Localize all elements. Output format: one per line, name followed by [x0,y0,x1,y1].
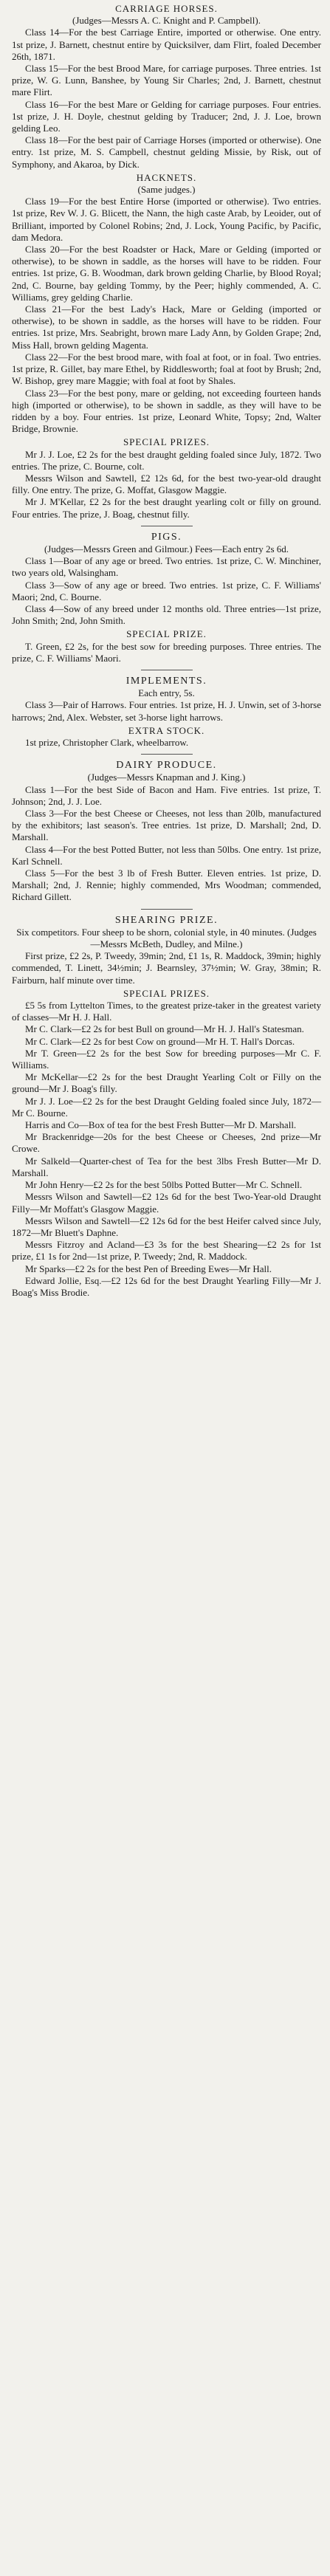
section-subheading: (Judges—Messrs Knapman and J. King.) [87,772,246,783]
section-subheading: Each entry, 5s. [138,687,195,699]
class-entry-paragraph: Class 3—Sow of any age or breed. Two entries. 1st prize, C. F. Williams' Maori; 2nd, C. Bourne. [12,579,321,602]
class-entry-paragraph: Mr McKellar—£2 2s for the best Draught Yearling Colt or Filly on the ground—Mr J. Boag's filly. [12,1071,321,1095]
class-entry-paragraph: Mr C. Clark—£2 2s for best Bull on ground—Mr H. J. Hall's Statesman. [25,1023,304,1035]
section-heading: EXTRA STOCK. [128,724,205,736]
class-entry-paragraph: Class 15—For the best Brood Mare, for carriage purposes. Three entries. 1st prize, W. G. Lunn, Banshee, by Young Sir Charles; 2nd, J. Barnett, chestnut mare Flirt. [12,63,321,98]
class-entry-paragraph: Class 5—For the best 3 lb of Fresh Butter. Eleven entries. 1st prize, D. Marshall; 2nd, J. Rennie; highly commended, Mrs Woodman; commended, Richard Gillett. [12,868,321,903]
section-heading: DAIRY PRODUCE. [116,760,217,772]
section-heading: SPECIAL PRIZES. [123,436,210,448]
section-heading: SPECIAL PRIZES. [123,987,210,999]
class-entry-paragraph: Mr Sparks—£2 2s for the best Pen of Breeding Ewes—Mr Hall. [25,1263,272,1274]
class-entry-paragraph: Class 23—For the best pony, mare or gelding, not exceeding fourteen hands high (imported or otherwise), to be shown in saddle, as they will have to be ridden by a boy. Four entries. 1st prize, Leonard White, Topsy; 2nd, Walter Bridge, Brownie. [12,387,321,435]
class-entry-paragraph: Mr Salkeld—Quarter-chest of Tea for the best 3lbs Fresh Butter—Mr D. Marshall. [12,1155,321,1178]
section-heading: SPECIAL PRIZE. [126,628,207,640]
class-entry-paragraph: Class 4—Sow of any breed under 12 months old. Three entries—1st prize, John Smith; 2nd, John Smith. [12,602,321,627]
class-entry-paragraph: Class 18—For the best pair of Carriage Horses (imported or otherwise). One entry. 1st prize, M. S. Campbell, chestnut gelding Missie, by Risk, out of Symphony, and Akaroa, by Dick. [12,134,321,170]
class-entry-paragraph: Class 21—For the best Lady's Hack, Mare or Gelding (imported or otherwise), to be shown in saddle, as the horses will have to be ridden. Four entries. 1st prize, Mrs. Seabright, brown mare Lady Ann, by Golden Grape; 2nd, Miss Hall, brown gelding Magenta. [12,303,321,351]
class-entry-paragraph: Class 1—Boar of any age or breed. Two entries. 1st prize, C. W. Minchiner, two years old, Walsingham. [12,555,321,579]
class-entry-paragraph: Class 3—Pair of Harrows. Four entries. 1st prize, H. J. Unwin, set of 3-horse harrows; 2nd, Alex. Webster, set 3-horse light harrows. [12,699,321,723]
class-entry-paragraph: Class 1—For the best Side of Bacon and Ham. Five entries. 1st prize, T. Johnson; 2nd, J. J. Loe. [12,783,321,807]
class-entry-paragraph: First prize, £2 2s, P. Tweedy, 39min; 2nd, £1 1s, R. Maddock, 39min; highly commended, T. Linett, 34½min; J. Bearnsley, 37½min; W. Gray, 38min; R. Fairburn, half minute over time. [12,950,321,986]
class-entry-paragraph: Edward Jollie, Esq.—£2 12s 6d for the best Draught Yearling Filly—Mr J. Boag's Miss Brodie. [12,1274,321,1298]
class-entry-paragraph: 1st prize, Christopher Clark, wheelbarrow. [25,736,189,748]
section-subheading: (Judges—Messrs A. C. Knight and P. Campbell). [72,15,261,27]
section-heading: HACKNETS. [136,171,197,183]
class-entry-paragraph: Mr C. Clark—£2 2s for best Cow on ground—Mr H. T. Hall's Dorcas. [25,1035,295,1047]
class-entry-paragraph: Mr T. Green—£2 2s for the best Sow for breeding purposes—Mr C. F. Williams. [12,1047,321,1071]
section-divider [141,909,193,910]
class-entry-paragraph: £5 5s from Lyttelton Times, to the greatest prize-taker in the greatest variety of classes—Mr H. J. Hall. [12,1000,321,1023]
class-entry-paragraph: Harris and Co—Box of tea for the best Fresh Butter—Mr D. Marshall. [25,1119,297,1131]
section-subheading: (Same judges.) [137,184,196,196]
class-entry-paragraph: T. Green, £2 2s, for the best sow for breeding purposes. Three entries. The prize, C. F. Williams' Maori. [12,640,321,664]
class-entry-paragraph: Messrs Wilson and Sawtell—£2 12s 6d for the best Heifer calved since July, 1872—Mr Bluett's Daphne. [12,1215,321,1238]
section-heading: PIGS. [151,531,182,543]
class-entry-paragraph: Messrs Wilson and Sawtell—£2 12s 6d for the best Two-Year-old Draught Filly—Mr Moffatt's Glasgow Maggie. [12,1191,321,1215]
class-entry-paragraph: Class 4—For the best Potted Butter, not less than 50lbs. One entry. 1st prize, Karl Schnell. [12,843,321,867]
class-entry-paragraph: Messrs Wilson and Sawtell, £2 12s 6d, for the best two-year-old draught filly. One entry. The prize, G. Moffat, Glasgow Maggie. [12,472,321,496]
section-subheading: (Judges—Messrs Green and Gilmour.) Fees—Each entry 2s 6d. [44,543,289,554]
class-entry-paragraph: Mr John Henry—£2 2s for the best 50lbs Potted Butter—Mr C. Schnell. [25,1179,303,1191]
section-heading: CARRIAGE HORSES. [115,3,218,14]
class-entry-paragraph: Class 19—For the best Entire Horse (imported or otherwise). Two entries. 1st prize, Rev W. J. G. Blicett, the Nann, the high caste Arab, by Leoider, out of Brilliant, imported by Colonel Robins; 2nd, J. Lock, Young Pacific, by Pacific, dam Medora. [12,196,321,243]
section-heading: IMPLEMENTS. [126,675,207,687]
class-entry-paragraph: Class 14—For the best Carriage Entire, imported or otherwise. One entry. 1st prize, J. Barnett, chestnut entire by Quicksilver, dam Flirt, foaled December 26th, 1871. [12,27,321,62]
class-entry-paragraph: Class 16—For the best Mare or Gelding for carriage purposes. Four entries. 1st prize, J. H. Doyle, chestnut gelding by Traducer; 2nd, J. J. Loe, brown gelding Leo. [12,98,321,134]
class-entry-paragraph: Mr J. J. Loe, £2 2s for the best draught gelding foaled since July, 1872. Two entries. The prize, C. Bourne, colt. [12,448,321,472]
class-entry-paragraph: Class 3—For the best Cheese or Cheeses, not less than 20lb, manufactured by the exhibitors; last season's. Tree entries. 1st prize, D. Marshall; 2nd, D. Marshall. [12,808,321,843]
section-heading: SHEARING PRIZE. [114,914,219,926]
class-entry-paragraph: Mr J. J. Loe—£2 2s for the best Draught Gelding foaled since July, 1872—Mr C. Bourne. [12,1095,321,1119]
class-entry-paragraph: Mr J. M'Kellar, £2 2s for the best draught yearling colt or filly on ground. Four entries. The prize, J. Boag, chestnut filly. [12,496,321,520]
class-entry-paragraph: Messrs Fitzroy and Acland—£3 3s for the best Shearing—£2 2s for 1st prize, £1 1s for 2nd—1st prize, P. Tweedy; 2nd, R. Maddock. [12,1239,321,1263]
class-entry-paragraph: Mr Brackenridge—20s for the best Cheese or Cheeses, 2nd prize—Mr Crowe. [12,1131,321,1155]
class-entry-paragraph: Class 20—For the best Roadster or Hack, Mare or Gelding (imported or otherwise), to be shown in saddle, as the horses will have to be ridden. Four entries. 1st prize, G. B. Woodman, dark brown gelding Charlie, by Blood Royal; 2nd, C. Bourne, bay gelding Tommy, by the Peer; highly commended, A. C. Williams, grey gelding Charlie. [12,244,321,303]
class-entry-paragraph: Class 22—For the best brood mare, with foal at foot, or in foal. Two entries. 1st prize, R. Gillet, bay mare Ethel, by Riddlesworth; foal at foot by Brush; 2nd, W. Bishop, grey mare Maggie; with foal at foot by Shales. [12,351,321,387]
section-subheading: Six competitors. Four sheep to be shorn, colonial style, in 40 minutes. (Judges—Messrs McBeth, Dudley, and Milne.) [16,926,317,950]
section-divider [141,754,193,755]
